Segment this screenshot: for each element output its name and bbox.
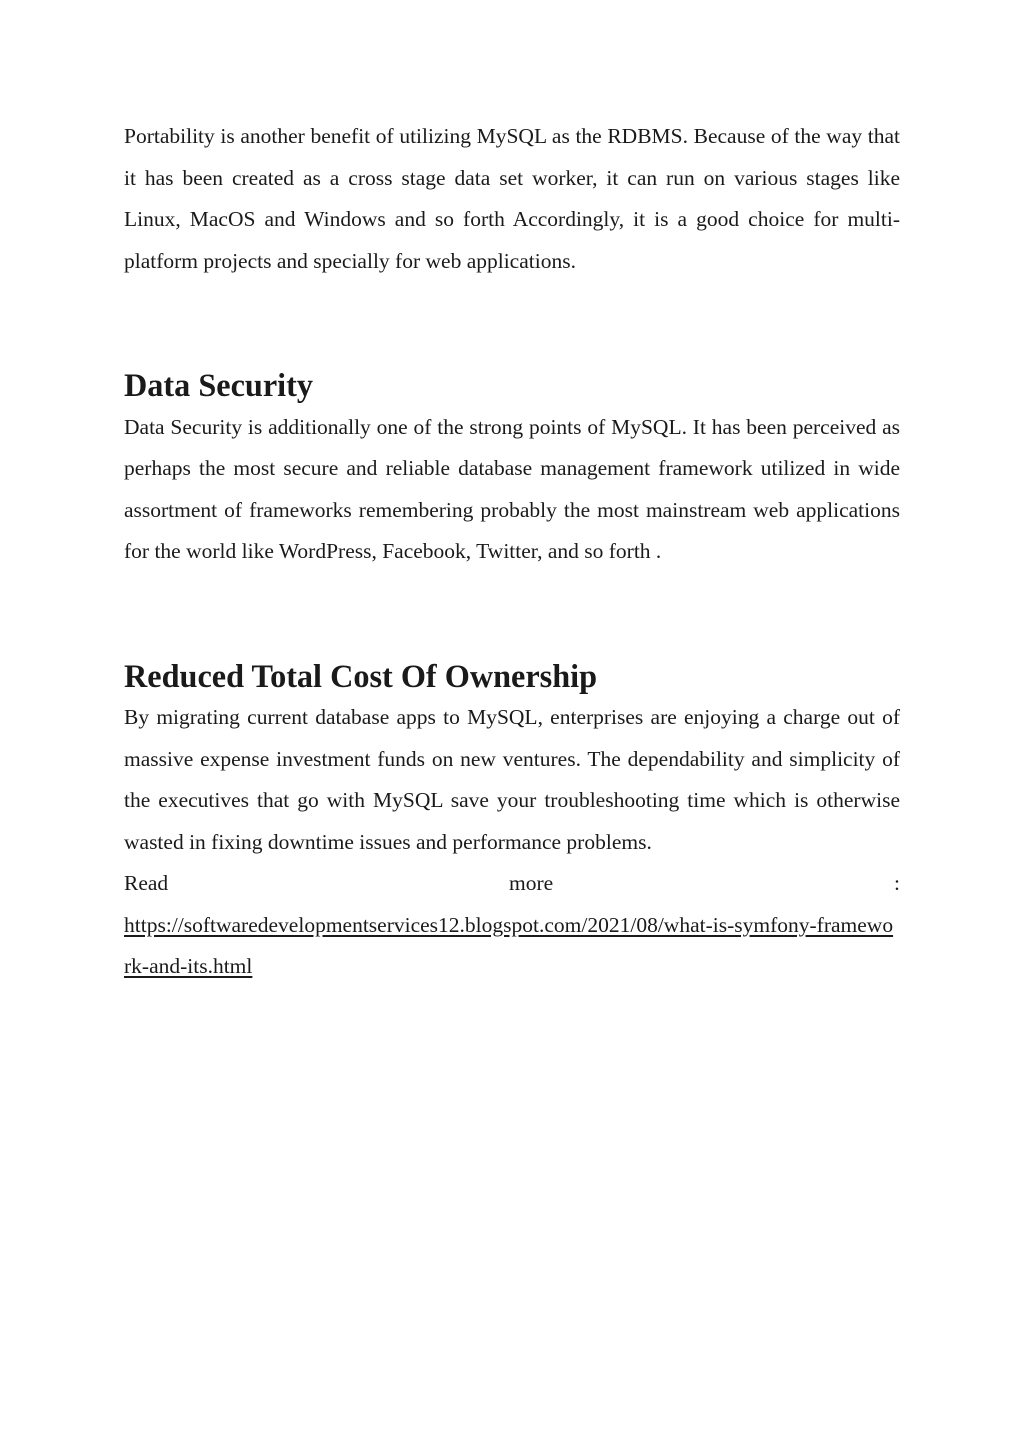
read-more-link[interactable]: https://softwaredevelopmentservices12.blogspot.com/2021/08/what-is-symfony-framework-and-its.html xyxy=(124,912,894,978)
document-page xyxy=(124,116,900,988)
section-spacer xyxy=(124,573,900,656)
data-security-heading: Data Security xyxy=(124,367,313,403)
read-more-word-read: Read xyxy=(124,871,169,895)
read-more-word-more: more xyxy=(509,871,554,895)
read-more-line xyxy=(124,863,900,905)
reduced-cost-paragraph: By migrating current database apps to MySQL, enterprises are enjoying a charge out of massive expense investment funds on new ventures. The dependability and simplicity of the executives that go with MySQL save your troubleshooting time which is otherwise wasted in fixing downtime issues and performance problems. xyxy=(124,705,900,854)
data-security-paragraph: Data Security is additionally one of the strong points of MySQL. It has been perceived as perhaps the most secure and reliable database management framework utilized in wide assortment of frameworks remembering probably the most mainstream web applications for the world like WordPress, Facebook, Twitter, and so forth . xyxy=(124,414,900,563)
reduced-cost-heading: Reduced Total Cost Of Ownership xyxy=(124,657,598,694)
read-more-separator: : xyxy=(894,871,900,895)
section-spacer xyxy=(124,282,900,365)
portability-paragraph: Portability is another benefit of utilizing MySQL as the RDBMS. Because of the way that it has been created as a cross stage data set worker, it can run on various stages like Linux, MacOS and Windows and so forth Accordingly, it is a good choice for multi-platform projects and specially for web applications. xyxy=(124,124,900,273)
read-more-link-container xyxy=(124,905,900,988)
